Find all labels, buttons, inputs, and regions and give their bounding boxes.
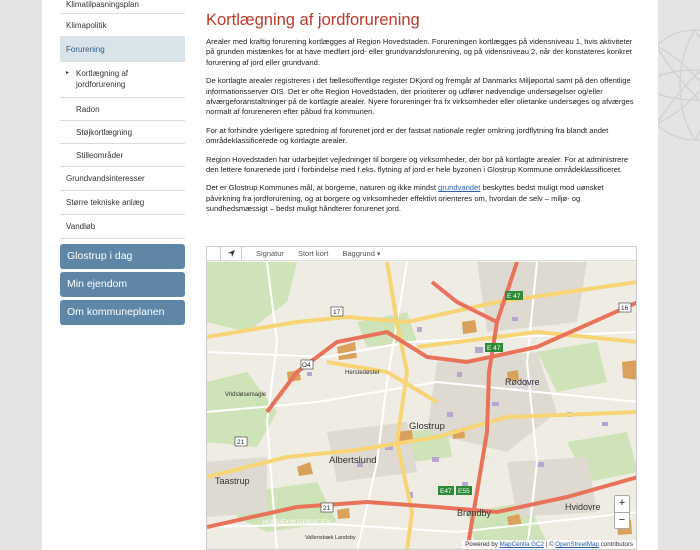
place-label-taastrup: Taastrup [215,476,250,486]
stort-kort-button[interactable]: Stort kort [297,249,329,258]
om-kommuneplanen-button[interactable]: Om kommuneplanen [60,300,185,325]
sidebar-item-stoerre-tekniske-anlaeg[interactable]: Større tekniske anlæg [60,191,185,215]
page-title: Kortlægning af jordforurening [206,11,420,29]
page-background-left [0,0,42,550]
page-background-right [658,0,700,550]
sidebar-nav [60,0,185,325]
location-arrow-icon[interactable] [220,247,242,261]
road-badge-e55: E55 [458,488,470,495]
sidebar-subitem-stoejkortlaegning[interactable]: Støjkortlægning [60,121,185,144]
openstreetmap-link[interactable]: OpenStreetMap [555,541,599,548]
sidebar-item-grundvandsinteresser[interactable]: Grundvandsinteresser [60,167,185,191]
mapcentia-link[interactable]: MapCentia GC2 [499,541,544,548]
place-label-vallensbaek: Vallensbæk Landsby [305,535,356,541]
place-label-rodovre: Rødovre [505,377,540,387]
road-badge-21b: 21 [323,505,331,512]
sidebar-subitem-kortlaegning[interactable] [60,62,185,98]
map-widget[interactable] [206,246,637,550]
paragraph-3: For at forhindre yderligere spredning af forurenet jord er der fastsat nationale regler omkring jordflytning fra blandt andet områdeklassificerede og kortlagte arealer. [206,125,609,146]
glostrup-i-dag-button[interactable]: Glostrup i dag [60,244,185,269]
page-container [42,0,658,550]
paragraph-5 [206,183,638,214]
sidebar-item-vandloeb[interactable]: Vandløb [60,215,185,239]
baggrund-dropdown[interactable]: Baggrund ▾ [342,249,380,258]
decorative-rosette-icon [658,20,700,150]
paragraph-5-text-after: beskyttes bedst muligt mod uønsket påvirkning fra jordforurening, og at borgere og virksomheder effektivt orienteres om, hvordan de selv – miljø- og sundhedsmæssigt – bedst muligt håndterer forurenet jord. [206,183,604,214]
sidebar-subitem-label: Kortlægning af jordforurening [76,69,129,89]
sidebar-item-klimatilpasningsplan[interactable]: Klimatilpasningsplan [60,0,185,14]
map-attribution [462,540,636,549]
road-badge-e47-bottom: E47 [440,488,452,495]
place-label-hvidovre: Hvidovre [565,502,601,512]
road-badge-16: 16 [621,305,629,312]
sidebar-item-klimapolitik[interactable]: Klimapolitik [60,14,185,37]
place-label-holbaekmotorvejen: HOLBÆKMOTORVEJEN [263,520,331,526]
signatur-button[interactable]: Signatur [256,249,284,258]
attribution-suffix: contributors [598,541,633,548]
attribution-separator: | © [543,541,556,548]
map-canvas[interactable] [207,262,637,550]
place-label-glostrup: Glostrup [409,421,445,432]
road-badge-21a: 21 [237,439,245,446]
zoom-control [614,495,630,529]
road-badge-e47-mid: E 47 [487,345,501,352]
paragraph-4: Region Hovedstaden har udarbejdet vejledninger til borgere og virksomheder, der bor på kortlagte arealer. For at administrere den lettere forurenede jord i forbindelse med f.eks. flytning af jord er hele byzonen i Glostrup Kommune områdeklassificeret. [206,154,629,175]
zoom-in-button[interactable]: + [618,497,626,509]
place-label-brondby: Brøndby [457,508,492,518]
zoom-out-button[interactable]: − [615,512,629,528]
paragraph-5-text-before: Det er Glostrup Kommunes mål, at borgerne, naturen og ikke mindst [206,183,439,193]
place-label-vridslosemagle: Vridsløsemagle [225,392,267,398]
sidebar-subitem-stilleomraader[interactable]: Stilleområder [60,144,185,167]
road-badge-e47-top: E 47 [507,293,521,300]
main-content [206,0,638,215]
attribution-prefix: Powered by [465,541,500,548]
bullet-icon: ▸ [66,70,70,76]
place-label-herstedoster: Herstedøster [345,370,380,376]
sidebar-item-forurening[interactable]: Forurening [60,37,185,62]
place-label-albertslund: Albertslund [329,455,377,466]
map-toolbar [207,247,636,261]
min-ejendom-button[interactable]: Min ejendom [60,272,185,297]
paragraph-1: Arealer med kraftig forurening kortlægges af Region Hovedstaden. Forureningen kortlægges på vidensniveau 1, hvis aktiviteter på grunden mistænkes for at have medført jord- eller grundvandsforurening, og på vidensniveau 2, når der konstateres konkret forurening af jord eller grundvand. [206,37,633,67]
paragraph-2: De kortlagte arealer registreres i det fællesoffentlige register DKjord og fremgår af Danmarks Miljøportal samt på den offentlige informationsserver OIS. Det er ofte Region Hovedstaden, der prioriterer og udfører nødvendige undersøgelser og/eller afværgeforanstaltninger på de kortlagte arealer. Nyere forureninger fra fx virksomheder eller olietanke undersøges og afværges normalt af forureneren efter påbud fra kommunen. [206,76,634,117]
road-badge-17: 17 [333,309,341,316]
grundvandet-link[interactable]: grundvandet [438,183,481,193]
sidebar-subitem-radon[interactable]: Radon [60,98,185,121]
road-badge-o4: O4 [302,362,311,369]
